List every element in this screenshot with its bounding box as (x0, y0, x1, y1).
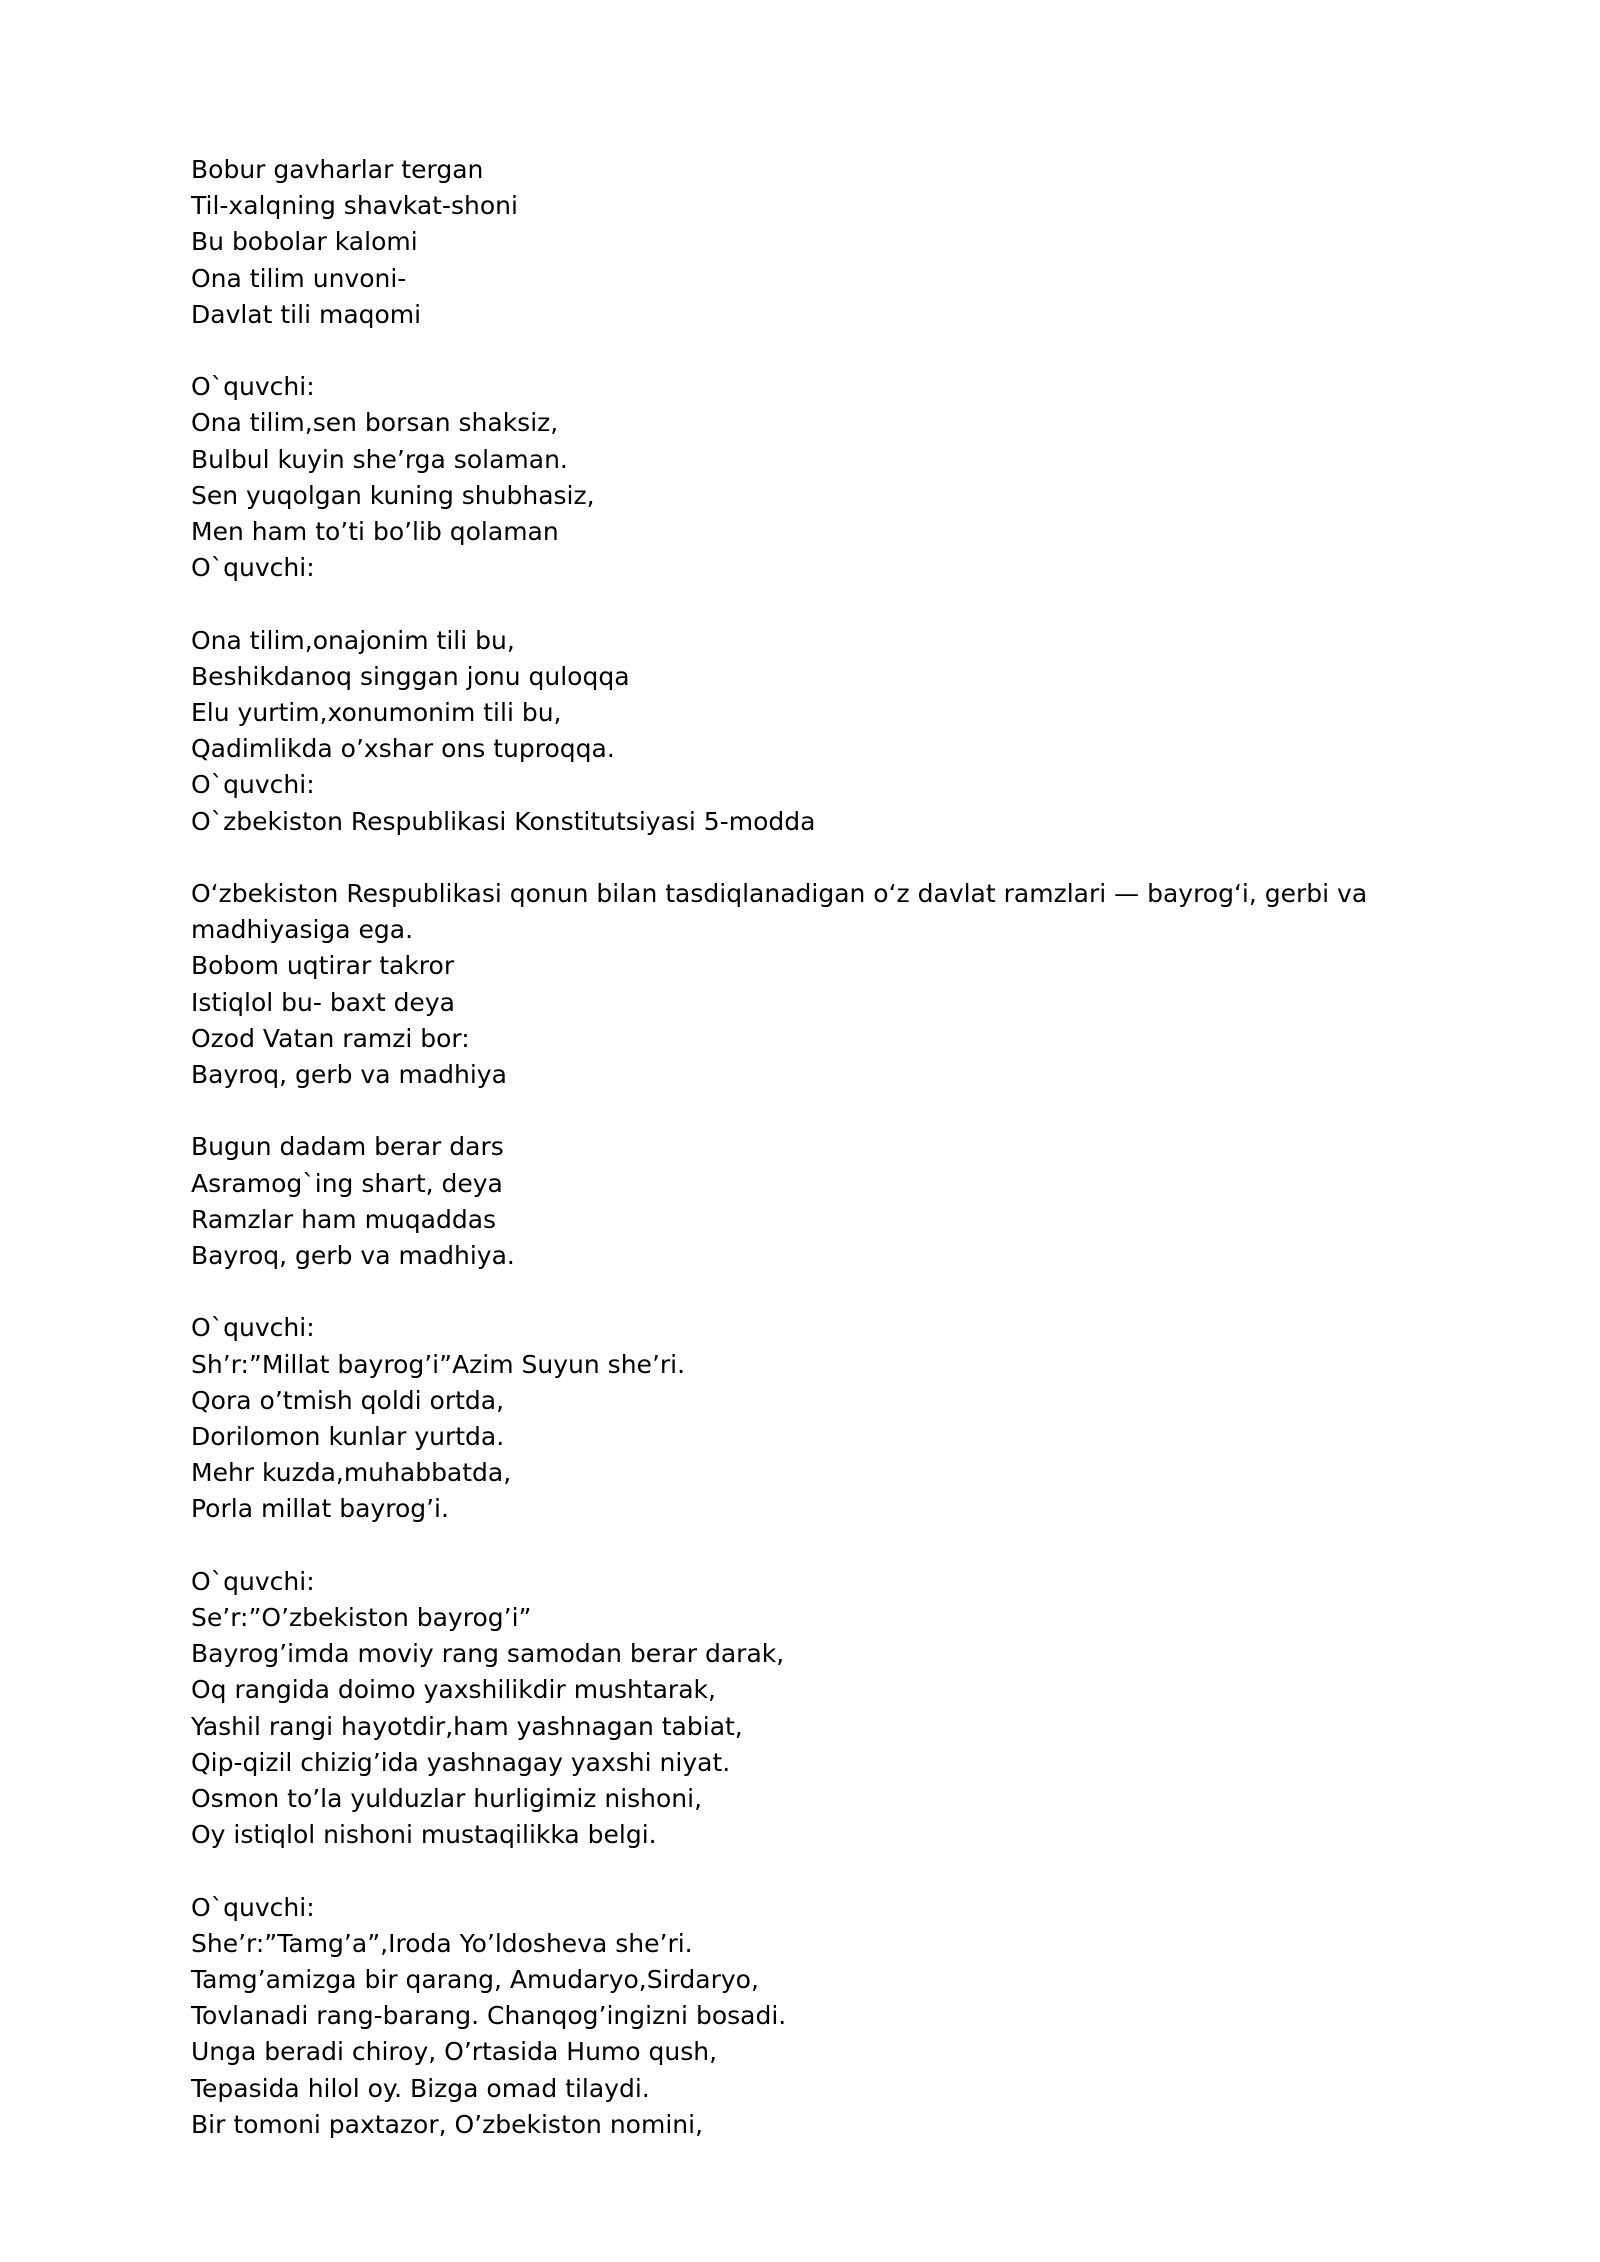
text-line: Bugun dadam berar dars (191, 1132, 504, 1162)
speaker-label: O`quvchi: (191, 553, 315, 583)
text-line: Oq rangida doimo yaxshilikdir mushtarak, (191, 1675, 716, 1705)
speaker-label: O`quvchi: (191, 1566, 315, 1596)
blank-line (191, 840, 1491, 876)
speaker-label: O`quvchi: (191, 1892, 315, 1922)
speaker-label: O`quvchi: (191, 770, 315, 800)
text-line: Ona tilim unvoni- (191, 263, 407, 293)
text-line: Ona tilim,onajonim tili bu, (191, 625, 515, 655)
text-line: Se’r:”O’zbekiston bayrog’i” (191, 1603, 532, 1633)
text-line: Tamg’amizga bir qarang, Amudaryo,Sirdaryo, (191, 1965, 759, 1995)
text-line: Mehr kuzda,muhabbatda, (191, 1458, 512, 1488)
text-line: Sh’r:”Millat bayrog’i”Azim Suyun she’ri. (191, 1349, 686, 1379)
blank-line (191, 1274, 1491, 1310)
text-line: Dorilomon kunlar yurtda. (191, 1422, 505, 1452)
text-line: Oy istiqlol nishoni mustaqilikka belgi. (191, 1820, 657, 1850)
text-line: Yashil rangi hayotdir,ham yashnagan tabiat, (191, 1711, 743, 1741)
text-line: Bayroq, gerb va madhiya (191, 1060, 507, 1090)
text-line: Bayroq, gerb va madhiya. (191, 1241, 515, 1271)
blank-line (191, 1853, 1491, 1889)
text-line: Bayrog’imda moviy rang samodan berar darak, (191, 1639, 785, 1669)
blank-line (191, 1528, 1491, 1564)
constitution-paragraph: Oʻzbekiston Respublikasi qonun bilan tasdiqlanadigan oʻz davlat ramzlari — bayrogʻi, gerbi va madhiyasiga ega. (191, 879, 1368, 945)
text-line: Davlat tili maqomi (191, 299, 422, 329)
blank-line (191, 333, 1491, 369)
text-line: Beshikdanoq singgan jonu quloqqa (191, 661, 630, 691)
text-line: Bobom uqtirar takror (191, 951, 455, 981)
text-line: Ramzlar ham muqaddas (191, 1204, 497, 1234)
text-line: Men ham to’ti bo’lib qolaman (191, 517, 559, 547)
text-line: Elu yurtim,xonumonim tili bu, (191, 698, 562, 728)
blank-line (191, 586, 1491, 622)
text-line: Porla millat bayrog’i. (191, 1494, 449, 1524)
text-line: Istiqlol bu- baxt deya (191, 987, 455, 1017)
text-line: Ona tilim,sen borsan shaksiz, (191, 408, 559, 438)
speaker-label: O`quvchi: (191, 372, 315, 402)
text-line: Bulbul kuyin she’rga solaman. (191, 444, 568, 474)
text-line: Ozod Vatan ramzi bor: (191, 1023, 470, 1053)
text-line: O`zbekiston Respublikasi Konstitutsiyasi 5-modda (191, 806, 816, 836)
text-line: Tovlanadi rang-barang. Chanqog’ingizni bosadi. (191, 2001, 787, 2031)
blank-line (191, 1093, 1491, 1129)
text-line: Bobur gavharlar tergan (191, 155, 484, 184)
text-line: Qip-qizil chizig’ida yashnagay yaxshi niyat. (191, 1747, 731, 1777)
text-line: Tepasida hilol oy. Bizga omad tilaydi. (191, 2073, 650, 2103)
text-line: Qadimlikda o’xshar ons tuproqqa. (191, 734, 615, 764)
text-line: She’r:”Tamg’a”,Iroda Yo’ldosheva she’ri. (191, 1928, 693, 1958)
document-body (191, 152, 1491, 2143)
speaker-label: O`quvchi: (191, 1313, 315, 1343)
text-line: Til-xalqning shavkat-shoni (191, 191, 518, 221)
text-line: Osmon to’la yulduzlar hurligimiz nishoni, (191, 1784, 703, 1814)
text-line: Bir tomoni paxtazor, O’zbekiston nomini, (191, 2109, 704, 2139)
text-line: Sen yuqolgan kuning shubhasiz, (191, 480, 595, 510)
text-line: Bu bobolar kalomi (191, 227, 418, 257)
text-line: Asramog`ing shart, deya (191, 1168, 503, 1198)
text-line: Qora o’tmish qoldi ortda, (191, 1385, 505, 1415)
text-line: Unga beradi chiroy, O’rtasida Humo qush, (191, 2037, 718, 2067)
